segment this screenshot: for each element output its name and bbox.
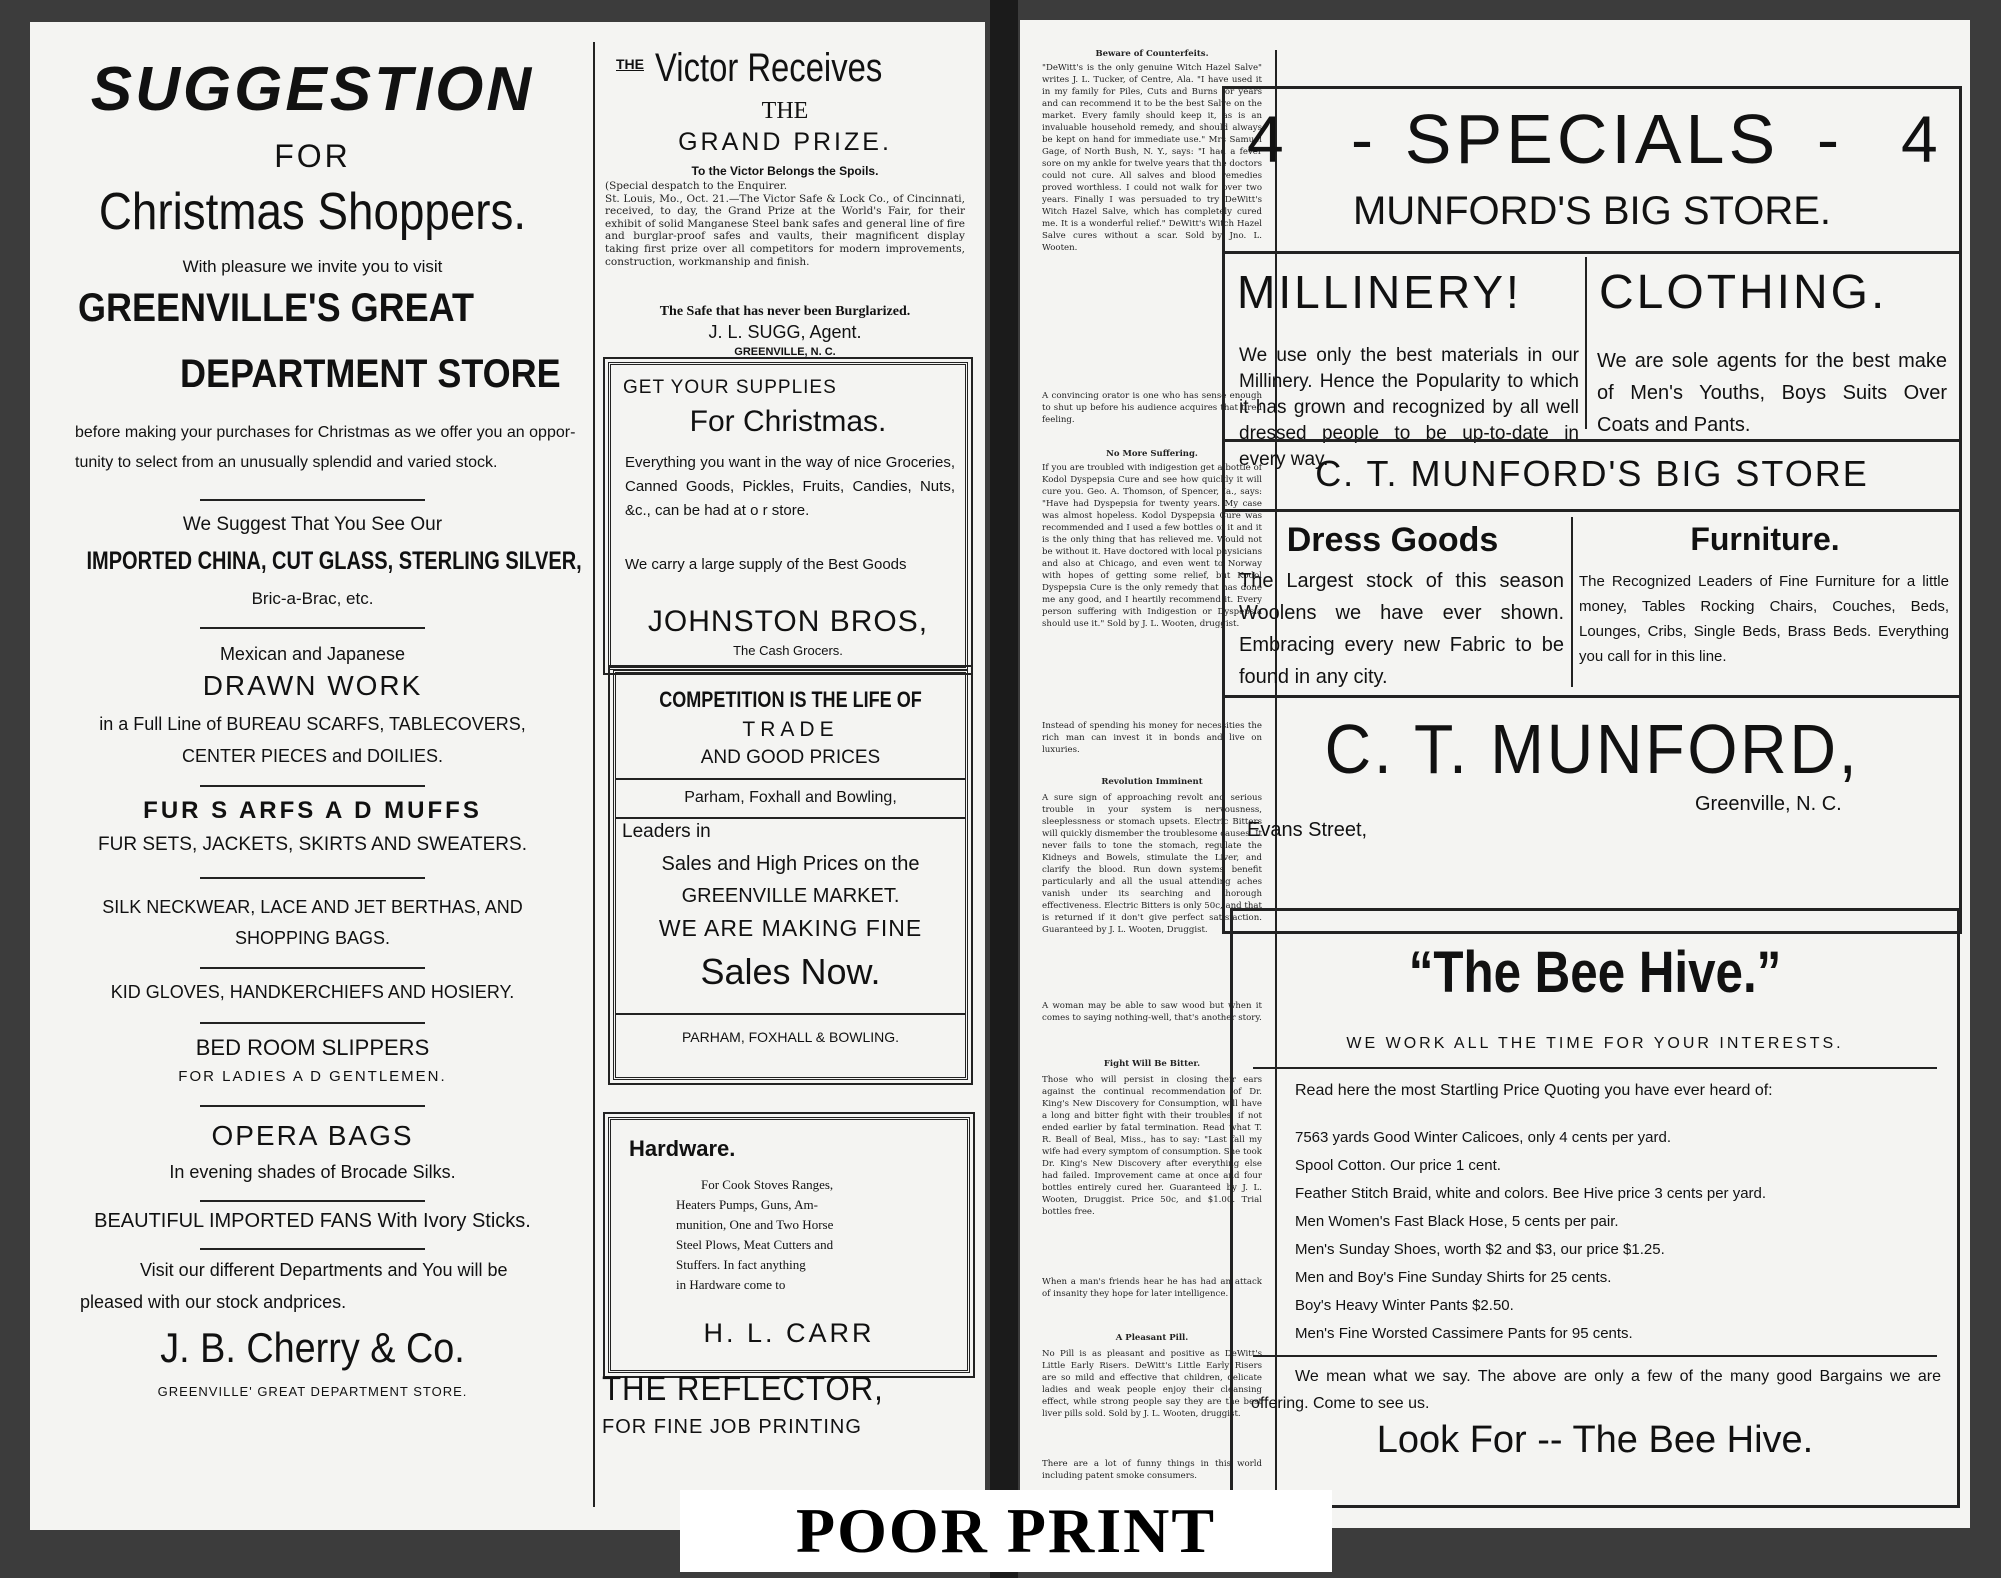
we-mean: We mean what we say. The above are only a few of the many good Bargains we are offering. Come to see us.: [1251, 1368, 1941, 1412]
sales-now: Sales Now.: [700, 951, 881, 992]
bee-hive-title: “The Bee Hive.”: [1408, 940, 1782, 1005]
hl-carr: H. L. CARR: [703, 1318, 875, 1348]
victor-agent: J. L. SUGG, Agent.: [708, 322, 862, 342]
imported-fans: BEAUTIFUL IMPORTED FANS With Ivory Sticks.: [94, 1210, 531, 1232]
column-paragraph: A convincing orator is one who has sense enough to shut up before his audience acquires that tired feeling.: [1042, 391, 1262, 425]
opera-bags: OPERA BAGS: [211, 1120, 414, 1151]
get-supplies: GET YOUR SUPPLIES: [623, 377, 837, 398]
ct-munford-name: C. T. MUNFORD,: [1324, 710, 1860, 788]
divider: [1253, 1355, 1937, 1357]
johnston-name: JOHNSTON BROS,: [647, 605, 929, 638]
divider: [1225, 439, 1959, 442]
hardware-line: For Cook Stoves Ranges,: [701, 1177, 834, 1192]
making-fine: WE ARE MAKING FINE: [658, 915, 923, 941]
divider: [1225, 509, 1959, 512]
leaders-in: Leaders in: [622, 821, 711, 842]
divider: [1253, 1067, 1937, 1069]
divider: [200, 1200, 425, 1202]
victor-title: Victor Receives: [655, 46, 883, 90]
mexican-japanese: Mexican and Japanese: [219, 644, 406, 664]
fur-sets: FUR SETS, JACKETS, SKIRTS AND SWEATERS.: [98, 834, 527, 855]
department-store: DEPARTMENT STORE: [180, 352, 561, 396]
bee-hive-item: Men's Sunday Shoes, worth $2 and $3, our price $1.25.: [1295, 1241, 1665, 1258]
column-paragraph: A sure sign of approaching revolt and serious trouble in your system is nervousness, sleeplessness or stomach upsets. Electric Bitters will quickly dismember the troublesome causes. It never fails to tone the stomach, regulate the Kidneys and Bowels, stimulate the Liver, and clarify the blood. Run down systems benefit particularly and all the usual attending aches vanish under its searching and thorough effectiveness. Electric Bitters is only 50c, and that is returned if it don't give perfect satisfaction. Guaranteed by J. L. Wooten, Druggist.: [1042, 793, 1262, 935]
victor-the: THE: [616, 56, 644, 72]
divider: [616, 1013, 965, 1015]
parham-footer: PARHAM, FOXHALL & BOWLING.: [681, 1029, 900, 1045]
johnston-body: Everything you want in the way of nice Groceries, Canned Goods, Pickles, Fruits, Candies, Nuts, &c., can be had at o r store.: [625, 454, 955, 519]
victor-spoils: To the Victor Belongs the Spoils.: [691, 164, 879, 178]
column-paragraph: If you are troubled with indigestion get a bottle of Kodol Dyspepsia Cure and see how quickly it will cure you. Geo. A. Thomson, of Spencer, Ia., says: "Have had Dyspepsia for twenty years. My case was almost hopeless. Kodol Dyspepsia Cure was recommended and I used a few bottles of it and it is the only thing that has relieved me. Would not be without it. Have doctored with local physicians and also at Chicago, and even went to Norway with hopes of getting some relief, but Kodol Dyspepsia Cure is the only remedy that has done me any good, and I heartily recommend it. Every person suffering with Indigestion or Dyspepsia should use it." Sold by J. L. Wooten, druggist.: [1042, 463, 1262, 629]
hardware-advertisement: [608, 1117, 970, 1373]
read-here: Read here the most Startling Price Quoting you have ever heard of:: [1295, 1082, 1773, 1099]
column-paragraph: "DeWitt's is the only genuine Witch Hazel Salve" writes J. L. Tucker, of Centre, Ala. "I have used it in my family for Piles, Cuts and Burns for years and can recommend it to be the best Salve on the market. Every family should keep it, as is an invaluable household remedy, and should always be kept on hand for immediate use." Mrs Samuel Gage, of North Bush, N. Y., says: "I had a fever sore on my ankle for twelve years that the doctors could not cure. All salves and blood remedies proved worthless. I could not walk for over two years. Finally I was persuaded to try DeWitt's Witch Hazel Salve, which has completely cured me. It is a wonderful relief." DeWitt's Witch Hazel Salve cures without a scar. Sold by Jno. L. Wooten.: [1042, 63, 1262, 253]
for-text: FOR: [274, 138, 351, 174]
column-paragraph: Those who will persist in closing their ears against the continual recommendation of Dr. King's New Discovery for Consumption, will have a long and bitter fight with their troubles, if not ended earlier by fatal termination. Read what T. R. Beall of Beal, Miss., has to say: "Last fall my wife had every symptom of consumption. She took Dr. King's New Discovery after everything else had failed. Improvement came at once and four bottles entirely cured her. Guaranteed by J. L. Wooten, Druggist. Price 50c, and $1.00. Trial bottles free.: [1042, 1075, 1262, 1217]
column-rule: [593, 42, 595, 1507]
page-gutter: [990, 0, 1018, 1578]
hardware-line: in Hardware come to: [676, 1277, 786, 1292]
munford-city: Greenville, N. C.: [1695, 793, 1842, 815]
divider: [200, 1022, 425, 1024]
victor-city: GREENVILLE, N. C.: [734, 346, 836, 358]
divider: [200, 627, 425, 629]
bee-hive-item: Men's Fine Worsted Cassimere Pants for 95 cents.: [1295, 1325, 1633, 1342]
visit-line-2: pleased with our stock andprices.: [80, 1292, 347, 1312]
visit-line-1: Visit our different Departments and You will be: [140, 1260, 508, 1280]
divider: [200, 877, 425, 879]
hardware-line: Heaters Pumps, Guns, Am-: [676, 1197, 818, 1212]
grand-prize: GRAND PRIZE.: [678, 128, 892, 156]
center-pieces: CENTER PIECES and DOILIES.: [181, 746, 444, 766]
four-left: 4: [1247, 102, 1284, 176]
evans-street: Evans Street,: [1247, 819, 1368, 841]
four-right: 4: [1901, 102, 1938, 176]
right-newspaper-page: [1020, 20, 1970, 1528]
dash-left: -: [1351, 102, 1373, 176]
hardware-line: Steel Plows, Meat Cutters and: [676, 1237, 834, 1252]
divider: [200, 785, 425, 787]
reflector-title: THE REFLECTOR,: [602, 1370, 884, 1408]
drawn-work: DRAWN WORK: [202, 670, 423, 701]
suggestion-title: SUGGESTION: [90, 55, 535, 124]
munford-advertisement: [1222, 86, 1962, 934]
clothing-heading: CLOTHING.: [1599, 266, 1888, 319]
before-line-1: before making your purchases for Christmas as we offer you an oppor-: [75, 424, 576, 441]
bee-hive-item: 7563 yards Good Winter Calicoes, only 4 cents per yard.: [1295, 1129, 1672, 1146]
bee-hive-item: Men and Boy's Fine Sunday Shirts for 25 cents.: [1295, 1269, 1612, 1286]
reflector-sub: FOR FINE JOB PRINTING: [602, 1416, 862, 1438]
bee-hive-item: Men Women's Fast Black Hose, 5 cents per pair.: [1295, 1213, 1619, 1230]
johnston-sub: The Cash Grocers.: [733, 643, 843, 658]
divider: [200, 1248, 425, 1250]
johnston-carry: We carry a large supply of the Best Goods: [625, 556, 907, 573]
millinery-body: We use only the best materials in our Millinery. Hence the Popularity to which it has grown and recognized by all well dressed people to be up-to-date in every way.: [1239, 345, 1579, 470]
bee-hive-item: Boy's Heavy Winter Pants $2.50.: [1295, 1297, 1514, 1314]
sales-high: Sales and High Prices on the: [661, 853, 920, 875]
cherry-advertisement: [30, 22, 595, 1530]
hardware-line: munition, One and Two Horse: [676, 1217, 834, 1232]
munfords-big-store: MUNFORD'S BIG STORE.: [1352, 189, 1832, 233]
divider: [616, 817, 965, 819]
parham-names: Parham, Foxhall and Bowling,: [684, 789, 897, 806]
parham-advertisement: [613, 670, 968, 1080]
victor-the-2: THE: [761, 98, 809, 124]
bed-room-slippers: BED ROOM SLIPPERS: [195, 1035, 430, 1060]
bric-a-brac: Bric-a-Brac, etc.: [251, 589, 374, 608]
victor-safe: The Safe that has never been Burglarized.: [659, 304, 911, 319]
column-paragraph: A woman may be able to saw wood but when it comes to saying nothing-well, that's another story.: [1042, 1001, 1262, 1023]
competition: COMPETITION IS THE LIFE OF: [659, 687, 922, 712]
furniture-heading: Furniture.: [1690, 521, 1840, 557]
divider: [200, 1105, 425, 1107]
greenville-market: GREENVILLE MARKET.: [681, 885, 900, 907]
victor-body: (Special despatch to the Enquirer. St. Louis, Mo., Oct. 21.—The Victor Safe & Lock Co., of Cincinnati, received, to day, the Grand Prize at the World's Fair, for their exhibit of solid Manganese Steel bank safes and general line of fire and burglar-proof safes and vaults, their magnificent display taking first prize over all competitors for modern improvements, construction, workmanship and finish.: [605, 180, 965, 268]
specials: SPECIALS: [1404, 100, 1780, 178]
before-line-2: tunity to select from an unusually splendid and varied stock.: [75, 454, 498, 471]
evening-shades: In evening shades of Brocade Silks.: [169, 1162, 456, 1182]
column-rule: [1585, 257, 1587, 429]
imported-china: IMPORTED CHINA, CUT GLASS, STERLING SILVER,: [86, 547, 582, 575]
poor-print-label: POOR PRINT: [680, 1490, 1332, 1572]
bee-hive-item: Feather Stitch Braid, white and colors. Bee Hive price 3 cents per yard.: [1295, 1185, 1767, 1202]
column-heading: Revolution Imminent: [1101, 777, 1203, 787]
column-heading: No More Suffering.: [1106, 449, 1198, 459]
cherry-subtitle: GREENVILLE' GREAT DEPARTMENT STORE.: [157, 1384, 468, 1399]
johnston-advertisement: [608, 362, 968, 670]
divider: [1225, 695, 1959, 698]
column-paragraph: When a man's friends hear he has had an attack of insanity they hope for later intelligence.: [1042, 1277, 1262, 1299]
for-christmas: For Christmas.: [689, 405, 887, 438]
christmas-shoppers: Christmas Shoppers.: [98, 183, 527, 241]
column-heading: Fight Will Be Bitter.: [1103, 1059, 1201, 1069]
greenvilles-great: GREENVILLE'S GREAT: [78, 286, 474, 330]
divider: [200, 967, 425, 969]
column-paragraph: There are a lot of funny things in this world including patent smoke consumers.: [1042, 1459, 1262, 1481]
invite-text: With pleasure we invite you to visit: [182, 257, 443, 276]
furniture-body: The Recognized Leaders of Fine Furniture for a little money, Tables Rocking Chairs, Couches, Beds, Lounges, Cribs, Single Beds, Brass Beds. Everything you call for in this line.: [1579, 573, 1949, 665]
dress-goods-body: The Largest stock of this season Woolens we have ever shown. Embracing every new Fabric to be found in any city.: [1239, 570, 1564, 688]
divider: [1225, 251, 1959, 254]
millinery-heading: MILLINERY!: [1237, 266, 1522, 318]
ladies-gentlemen: FOR LADIES A D GENTLEMEN.: [178, 1068, 447, 1085]
column-heading: Beware of Counterfeits.: [1095, 49, 1209, 59]
column-paragraph: Instead of spending his money for necessities the rich man can invest it in bonds and live on luxuries.: [1042, 721, 1262, 755]
column-rule: [1571, 517, 1573, 687]
left-newspaper-page: [30, 22, 985, 1530]
dash-right: -: [1817, 102, 1839, 176]
kid-gloves: KID GLOVES, HANDKERCHIEFS AND HOSIERY.: [110, 982, 515, 1002]
bee-hive-advertisement: [1230, 908, 1960, 1508]
reflector-advertisement: [602, 1368, 980, 1448]
divider: [616, 778, 965, 780]
clothing-body: We are sole agents for the best make of Men's Youths, Boys Suits Over Coats and Pants.: [1597, 350, 1947, 436]
ctm-big-store: C. T. MUNFORD'S BIG STORE: [1315, 453, 1869, 494]
hardware-line: Stuffers. In fact anything: [676, 1257, 806, 1272]
hardware-title: Hardware.: [629, 1136, 736, 1161]
good-prices: AND GOOD PRICES: [700, 747, 881, 768]
divider: [200, 499, 425, 501]
silk-neckwear-2: SHOPPING BAGS.: [234, 928, 391, 948]
trade: TRADE: [742, 718, 839, 741]
bee-hive-item: Spool Cotton. Our price 1 cent.: [1295, 1157, 1501, 1174]
cherry-company: J. B. Cherry & Co.: [160, 1324, 465, 1371]
column-paragraph: No Pill is as pleasant and positive as DeWitt's Little Early Risers. DeWitt's Little Early Risers are so mild and effective that children, delicate ladies and weak people enjoy their cleansing effect, while strong people say they are the best liver pills sold. Sold by J. L. Wooten, druggist.: [1042, 1349, 1262, 1419]
full-line: in a Full Line of BUREAU SCARFS, TABLECOVERS,: [99, 714, 526, 734]
column-heading: A Pleasant Pill.: [1115, 1333, 1189, 1343]
fur-scarfs: FUR S ARFS A D MUFFS: [143, 797, 482, 824]
look-for-bee-hive: Look For -- The Bee Hive.: [1376, 1419, 1814, 1461]
victor-advertisement: [600, 42, 980, 357]
we-suggest: We Suggest That You See Our: [182, 514, 443, 535]
dress-goods-heading: Dress Goods: [1286, 521, 1499, 559]
we-work: WE WORK ALL THE TIME FOR YOUR INTERESTS.: [1346, 1035, 1844, 1052]
silk-neckwear-1: SILK NECKWEAR, LACE AND JET BERTHAS, AND: [102, 897, 523, 917]
